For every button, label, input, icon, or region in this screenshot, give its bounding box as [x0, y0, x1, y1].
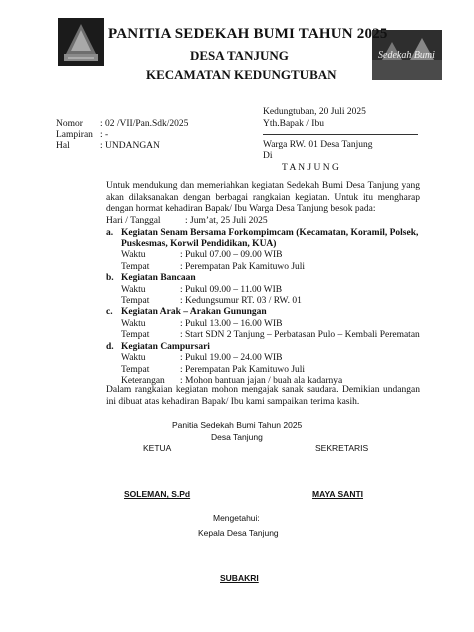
event-d-tempat-value: : Perempatan Pak Kamituwo Juli: [180, 365, 306, 375]
village-head-name: SUBAKRI: [220, 573, 259, 583]
signature-left-name: SOLEMAN, S.Pd: [124, 489, 191, 499]
event-d-keterangan-value: : Mohon bantuan jajan / buah ala kadarnya: [180, 376, 343, 386]
acknowledged-label: Mengetahui:: [213, 513, 260, 523]
event-b-title: Kegiatan Bancaan: [121, 273, 196, 283]
event-d-title: Kegiatan Campursari: [121, 342, 210, 352]
event-d-waktu-label: Waktu: [121, 353, 146, 363]
meta-label-nomor: Nomor: [56, 119, 83, 129]
place-date: Kedungtuban, 20 Juli 2025: [263, 107, 366, 117]
event-b-waktu-value: : Pukul 09.00 – 11.00 WIB: [180, 285, 283, 295]
event-c-tempat-label: Tempat: [121, 330, 150, 340]
meta-label-lampiran: Lampiran: [56, 130, 93, 140]
event-a-title-line2: Puskesmas, Korwil Pendidikan, KUA): [121, 239, 277, 249]
meta-value-lampiran: : -: [100, 130, 109, 140]
recipient-name: Warga RW. 01 Desa Tanjung: [263, 140, 373, 150]
event-a-waktu-label: Waktu: [121, 250, 146, 260]
event-c-title: Kegiatan Arak – Arakan Gunungan: [121, 307, 267, 317]
event-b-tempat-label: Tempat: [121, 296, 150, 306]
event-c-waktu-label: Waktu: [121, 319, 146, 329]
to-line: Yth.Bapak / Ibu: [263, 119, 324, 129]
event-c-letter: c.: [106, 307, 113, 317]
meta-value-hal: : UNDANGAN: [100, 141, 160, 151]
signature-right-name: MAYA SANTI: [312, 489, 364, 499]
meta-value-nomor: : 02 /VII/Pan.Sdk/2025: [100, 119, 189, 129]
closing-paragraph: Dalam rangkaian kegiatan mohon mengajak sanak saudara. Demikian undangan ini dibuat atas kehadiran Bapak/ Ibu kami sampaikan terima kasih.: [106, 385, 420, 407]
logo-right-caption: Sedekah Bumi: [378, 50, 435, 61]
event-d-keterangan-label: Keterangan: [121, 376, 165, 386]
intro-paragraph: Untuk mendukung dan memeriahkan kegiatan Sedekah Bumi Desa Tanjung yang akan dilaksanakan dengan berbagai rangkaian kegiatan. Untuk itu mengharap dengan hormat kehadiran Bapak/ Ibu Warga Desa Tanjung besok pada:: [106, 181, 420, 214]
meta-label-hal: Hal: [56, 141, 70, 151]
letterhead-title: PANITIA SEDEKAH BUMI TAHUN 2025: [108, 26, 388, 42]
event-c-waktu-value: : Pukul 13.00 – 16.00 WIB: [180, 319, 283, 329]
event-d-letter: d.: [106, 342, 114, 352]
event-c-tempat-value: : Start SDN 2 Tanjung – Perbatasan Pulo – Kembali Perematan: [180, 330, 420, 340]
recipient-di: Di: [263, 151, 273, 161]
recipient-city: T A N J U N G: [282, 163, 339, 173]
letterhead-village: DESA TANJUNG: [190, 48, 289, 63]
gunungan-logo-icon: [58, 18, 104, 66]
village-head-title: Kepala Desa Tanjung: [198, 528, 279, 538]
letterhead-district: KECAMATAN KEDUNGTUBAN: [146, 67, 337, 82]
event-d-tempat-label: Tempat: [121, 365, 150, 375]
event-a-tempat-label: Tempat: [121, 262, 150, 272]
event-b-letter: b.: [106, 273, 114, 283]
signature-org-line1: Panitia Sedekah Bumi Tahun 2025: [172, 420, 303, 430]
committee-logo-left: [58, 18, 104, 66]
event-b-tempat-value: : Kedungsumur RT. 03 / RW. 01: [180, 296, 302, 306]
day-value: : Jum’at, 25 Juli 2025: [185, 216, 268, 226]
signature-right-role: SEKRETARIS: [315, 443, 369, 453]
event-a-letter: a.: [106, 228, 114, 238]
event-a-waktu-value: : Pukul 07.00 – 09.00 WIB: [180, 250, 283, 260]
day-label: Hari / Tanggal: [106, 216, 161, 226]
recipient-rule: [263, 134, 418, 135]
event-d-waktu-value: : Pukul 19.00 – 24.00 WIB: [180, 353, 283, 363]
signature-org-line2: Desa Tanjung: [211, 432, 263, 442]
event-a-title-line1: Kegiatan Senam Bersama Forkompimcam (Kecamatan, Koramil, Polsek,: [121, 228, 419, 238]
signature-left-role: KETUA: [143, 443, 172, 453]
event-a-tempat-value: : Perempatan Pak Kamituwo Juli: [180, 262, 306, 272]
event-b-waktu-label: Waktu: [121, 285, 146, 295]
